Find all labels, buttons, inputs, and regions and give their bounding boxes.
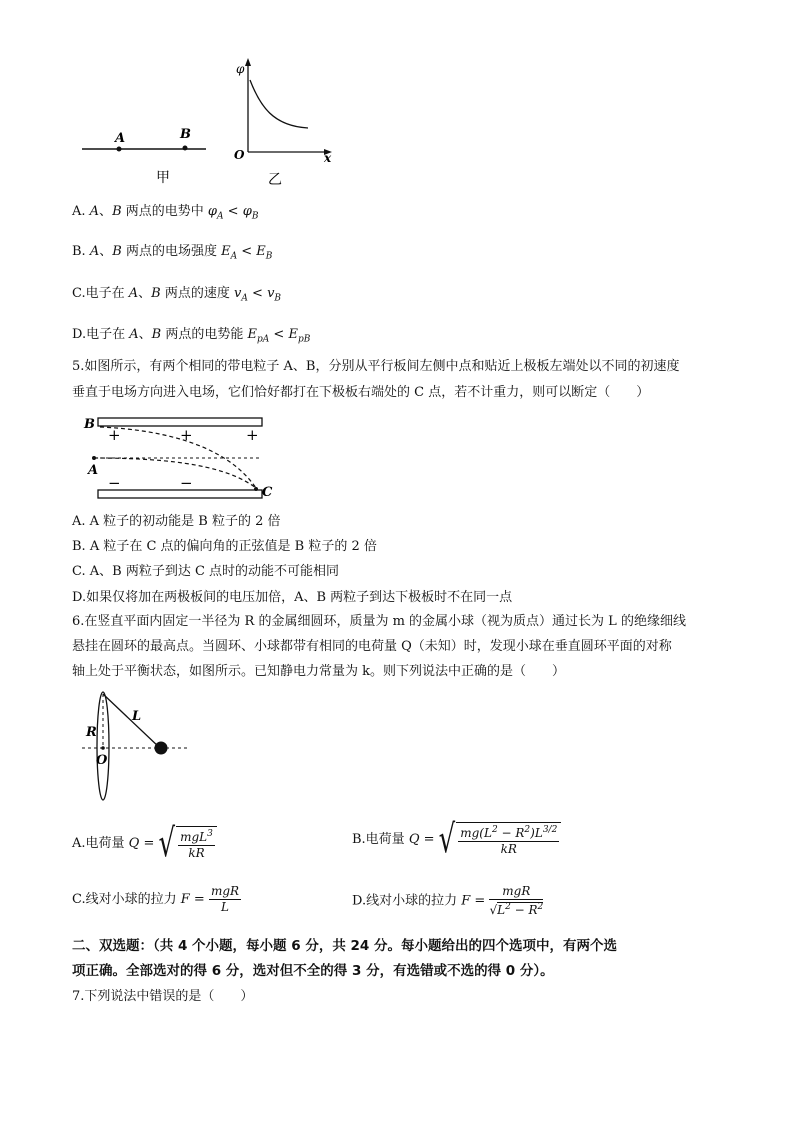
q6-option-a: A.电荷量 Q = √ $\frac{mgL^3}{kR}$: [72, 826, 217, 861]
origin-label: O: [234, 148, 245, 162]
q4-option-b: B. A、B 两点的电场强度 $E_A < E_B$: [72, 244, 273, 262]
q4-option-a: A. A、B 两点的电势中 $\varphi_A < \varphi_B$: [72, 204, 259, 222]
label-o: O: [96, 753, 108, 768]
q5-option-b: B. A 粒子在 C 点的偏向角的正弦值是 B 粒子的 2 倍: [72, 539, 377, 554]
q6-option-d: D.线对小球的拉力 F = $\frac{\text{mgR}}{√L^2 - R^2}$: [352, 884, 544, 917]
minus-sign: −: [180, 474, 193, 492]
label-c: C: [262, 485, 273, 500]
plus-sign: +: [180, 426, 193, 444]
q4-option-c: C.电子在 A、B 两点的速度 $v_A < v_B$: [72, 286, 282, 304]
ball: [155, 742, 168, 755]
label-a: A: [115, 131, 126, 146]
figure-q5-plates: [78, 412, 278, 504]
point-c: [254, 487, 258, 491]
section2-line2: 项正确。全部选对的得 6 分，选对但不全的得 3 分，有选错或不选的得 0 分）。: [72, 963, 554, 979]
label-a: A: [88, 463, 99, 478]
figure-q6-ring: [80, 690, 200, 805]
point-b: [183, 146, 188, 151]
plus-sign: +: [108, 426, 121, 444]
center-point: [101, 746, 105, 750]
q5-stem-line1: 5.如图所示，有两个相同的带电粒子 A、B，分别从平行板间左侧中点和贴近上极板左端处以不同的初速度: [72, 359, 680, 374]
figure-yi: [228, 56, 338, 191]
q6-option-c: C.线对小球的拉力 F = $\frac{\text{mgR}}{L}$: [72, 884, 240, 914]
label-r: R: [86, 725, 97, 740]
x-label: x: [324, 151, 332, 165]
q5-stem-line2: 垂直于电场方向进入电场，它们恰好都打在下极板右端处的 C 点，若不计重力，则可以断定（ ）: [72, 385, 650, 400]
phi-label: φ: [236, 62, 245, 76]
q5-option-d: D.如果仅将加在两极板间的电压加倍，A、B 两粒子到达下极板时不在同一点: [72, 590, 513, 605]
point-a: [117, 147, 122, 152]
q6-stem-line1: 6.在竖直平面内固定一半径为 R 的金属细圆环，质量为 m 的金属小球（视为质点）通过长为 L 的绝缘细线: [72, 614, 686, 629]
potential-curve: [250, 80, 308, 128]
q6-stem-line3: 轴上处于平衡状态，如图所示。已知静电力常量为 k。则下列说法中正确的是（ ）: [72, 664, 566, 679]
q6-stem-line2: 悬挂在圆环的最高点。当圆环、小球都带有相同的电荷量 Q（未知）时，发现小球在垂直圆环平面的对称: [72, 639, 672, 654]
q6-option-b: B.电荷量 Q = √ $\frac{mg(L^2 - R^2)L^{3/2}}{kR}$: [352, 822, 561, 857]
upper-plate: [98, 418, 262, 426]
label-b: B: [180, 127, 191, 142]
figure-jia: [78, 120, 218, 190]
caption-jia: 甲: [156, 170, 170, 186]
label-l: L: [132, 709, 142, 724]
q5-option-c: C. A、B 两粒子到达 C 点时的动能不可能相同: [72, 564, 340, 579]
caption-yi: 乙: [268, 172, 282, 188]
y-arrow-icon: [245, 58, 251, 66]
section2-line1: 二、双选题：（共 4 个小题，每小题 6 分，共 24 分。每小题给出的四个选项中，有两个选: [72, 938, 618, 954]
q5-option-a: A. A 粒子的初动能是 B 粒子的 2 倍: [72, 514, 281, 529]
label-b: B: [84, 417, 95, 432]
minus-sign: −: [108, 474, 121, 492]
q4-option-d: D.电子在 A、B 两点的电势能 $E_{pA} < E_{pB}$: [72, 327, 311, 345]
q7-stem: 7.下列说法中错误的是（ ）: [72, 989, 254, 1004]
plus-sign: +: [246, 426, 259, 444]
